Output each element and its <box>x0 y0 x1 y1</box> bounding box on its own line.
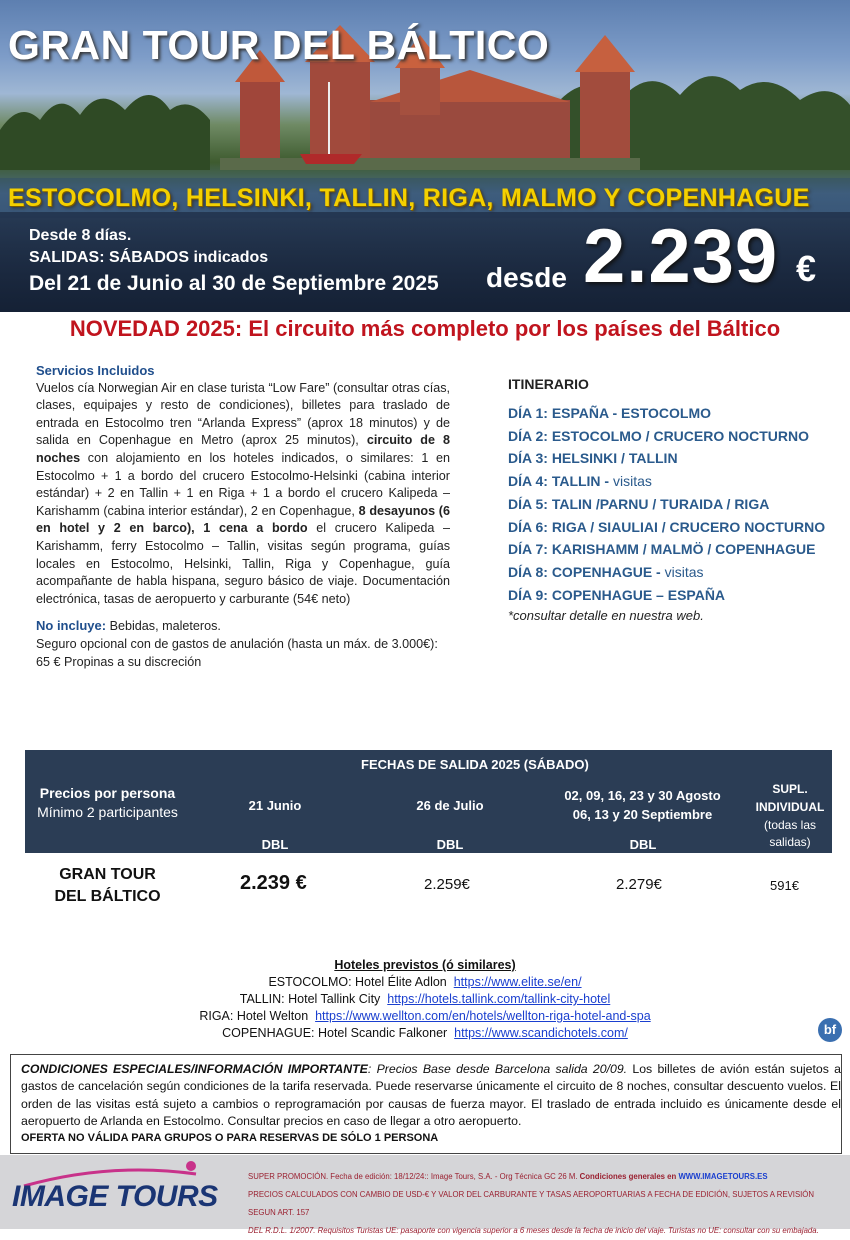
hero-currency: € <box>796 248 817 289</box>
departures-text: SALIDAS: SÁBADOS indicados <box>29 249 269 266</box>
hotel-name: RIGA: Hotel Welton <box>199 1009 309 1023</box>
hotel-link[interactable]: https://www.wellton.com/en/hotels/wellton-riga-hotel-and-spa <box>315 1009 651 1023</box>
itinerary-section <box>508 376 838 623</box>
day-label: DÍA 2: ESTOCOLMO / CRUCERO NOCTURNO <box>508 427 810 444</box>
hotel-row <box>0 974 850 991</box>
services-text-2: con alojamiento en los hoteles indicados, o similares: 1 en Estocolmo + 1 a bordo del crucero Estocolmo-Helsinki (cabina interior estándar) + 2 en Tallin + 1 en Riga + 1 a bordo el crucero Kalipeda – Karishamm (cabina interior estándar), 2 en Copenhague, <box>36 450 451 518</box>
col-suppl-2: INDIVIDUAL <box>755 800 825 814</box>
services-text-1: Vuelos cía Norwegian Air en clase turista “Low Fare” (consultar otras cías, clases, equipajes y resto de condiciones), billetes para traslado de entrada en Estocolmo tren “Arlanda Express” (aprox 18 minutos) y de salida en Copenhague en Metro (aprox 25 minutos), <box>36 380 450 448</box>
day-label: DÍA 7: KARISHAMM / MALMÖ / COPENHAGUE <box>508 541 816 558</box>
day-label: DÍA 8: COPENHAGUE - <box>508 563 661 580</box>
hotel-name: ESTOCOLMO: Hotel Élite Adlon <box>268 975 447 989</box>
services-title: Servicios Incluidos <box>36 363 155 378</box>
hotel-link[interactable]: https://www.elite.se/en/ <box>453 975 582 989</box>
hotel-link[interactable]: https://hotels.tallink.com/tallink-city-hotel <box>387 992 611 1006</box>
itinerary-day <box>508 425 838 448</box>
day-extra: visitas <box>613 473 652 490</box>
conditions-box <box>10 1054 842 1154</box>
sailboat-illustration <box>296 82 366 167</box>
footer-line-1 <box>248 1168 843 1186</box>
page-title: GRAN TOUR DEL BÁLTICO <box>8 22 550 68</box>
bf-badge-icon: bf <box>818 1018 842 1042</box>
price-single-supplement: 591€ <box>770 878 799 893</box>
hotel-name: TALLIN: Hotel Tallink City <box>239 992 381 1006</box>
col-date-1: 21 Junio <box>248 798 302 813</box>
not-included-text: Bebidas, maleteros. <box>109 619 221 634</box>
day-label: DÍA 5: TALIN /PARNU / TURAIDA / RIGA <box>508 495 770 512</box>
itinerary-note: *consultar detalle en nuestra web. <box>508 608 704 624</box>
hotel-row <box>0 991 850 1008</box>
conditions-body: Los billetes de avión están sujetos a gastos de cancelación según condiciones de la tarifa reservada. Puede reservarse únicamente el circuito de 8 noches, consultar descuento vuelos. El orden de las visitas está sujeto a cambios o reprogramación por causas de fuerza mayor. El traslado de entrada incluido es únicamente desde el aeropuerto de Arlanda en Estocolmo. Consultar precios en caso de llegar a otro aeropuerto. <box>21 1062 841 1128</box>
footer-line-2: PRECIOS CALCULADOS CON CAMBIO DE USD-€ Y VALOR DEL CARBURANTE Y TASAS AEROPORTUARIAS A FECHA DE EDICIÓN, SUJETOS A REVISIÓN SEGUN ART. 157 <box>248 1190 815 1217</box>
itinerary-day <box>508 493 838 516</box>
tour-name-2: DEL BÁLTICO <box>54 888 161 905</box>
itinerary-day <box>508 561 838 584</box>
services-body <box>36 380 450 609</box>
date-range-text: Del 21 de Junio al 30 de Septiembre 2025 <box>29 272 439 295</box>
day-label: DÍA 1: ESPAÑA - ESTOCOLMO <box>508 405 712 421</box>
dates-header: FECHAS DE SALIDA 2025 (SÁBADO) <box>361 757 589 772</box>
hotels-title: Hoteles previstos (ó similares) <box>334 958 516 972</box>
col-suppl-3: (todas las <box>763 818 817 832</box>
services-text-3: el crucero Kalipeda – Karishamm, ferry Estocolmo – Tallin, visitas según programa, guías locales en Estocolmo, Helsinki, Tallin, Riga y Copenhague, guía acompañante de habla hispana, seguro básico de viaje. Documentación electrónica, tasas de aeropuerto y carburante (54€ neto) <box>36 521 450 606</box>
price-june: 2.239 € <box>240 872 307 894</box>
day-label: DÍA 6: RIGA / SIAULIAI / CRUCERO NOCTURNO <box>508 518 826 535</box>
itinerary-day <box>508 584 838 607</box>
services-bold-2: 8 desayunos (6 en hotel y 2 en barco), 1 cena a bordo <box>36 503 450 536</box>
tour-name-1: GRAN TOUR <box>59 866 156 883</box>
tour-name <box>40 864 175 908</box>
conditions-warning: OFERTA NO VÁLIDA PARA GRUPOS O PARA RESERVAS DE SÓLO 1 PERSONA <box>21 1132 439 1145</box>
hero-price: 2.239 <box>583 214 779 299</box>
room-type-3: DBL <box>629 837 657 852</box>
footer-line-3: DEL R.D.L. 1/2007. Requisitos Turistas UE: pasaporte con vigencia superior a 6 meses desde la fecha de inicio del viaje. Turistas no UE: consultar con su embajada. <box>248 1226 819 1235</box>
room-type-2: DBL <box>436 837 464 852</box>
itinerary-day <box>508 402 838 425</box>
headline: NOVEDAD 2025: El circuito más completo por los países del Báltico <box>69 316 781 341</box>
footer-fine-print <box>248 1168 843 1240</box>
hotel-row <box>0 1008 850 1025</box>
day-label: DÍA 9: COPENHAGUE – ESPAÑA <box>508 586 726 603</box>
col-suppl-4: salidas) <box>769 835 811 849</box>
col-date-2: 26 de Julio <box>416 798 484 813</box>
col-suppl-1: SUPL. <box>772 782 808 796</box>
logo-dot-icon <box>186 1161 196 1171</box>
price-july: 2.259€ <box>424 876 470 893</box>
services-bold-1: circuito de 8 noches <box>36 433 451 465</box>
duration-text: Desde 8 días. <box>29 227 132 244</box>
hotel-link[interactable]: https://www.scandichotels.com/ <box>454 1026 628 1040</box>
day-extra: visitas <box>664 563 704 580</box>
services-section <box>36 362 450 671</box>
destinations-text: ESTOCOLMO, HELSINKI, TALLIN, RIGA, MALMO Y COPENHAGUE <box>8 184 810 212</box>
itinerary-title: ITINERARIO <box>508 376 589 392</box>
col-date-3b: 06, 13 y 20 Septiembre <box>572 807 713 822</box>
hotel-row <box>0 1025 850 1042</box>
insurance-text: Seguro opcional con de gastos de anulación (hasta un máx. de 3.000€): 65 € Propinas a su discreción <box>36 636 438 669</box>
itinerary-day <box>508 470 838 493</box>
not-included-label: No incluye: <box>36 618 107 634</box>
room-type-1: DBL <box>261 837 289 852</box>
footer-conditions-label: Condiciones generales en <box>579 1172 677 1181</box>
not-included <box>36 617 450 636</box>
day-label: DÍA 4: TALLIN - <box>508 473 610 490</box>
itinerary-day <box>508 516 838 539</box>
itinerary-day <box>508 538 838 561</box>
price-aug-sep: 2.279€ <box>616 876 662 893</box>
conditions-italic: : Precios Base desde Barcelona salida 20/09. <box>367 1062 628 1076</box>
price-prefix: desde <box>486 262 567 293</box>
row-header-title: Precios por persona <box>39 785 176 801</box>
company-logo: IMAGE TOURS <box>12 1180 218 1213</box>
footer-line-1-text: SUPER PROMOCIÓN. Fecha de edición: 18/12/24:: Image Tours, S.A. - Org Técnica GC 26 M. <box>248 1172 578 1181</box>
hotels-section <box>0 957 850 1042</box>
footer-website-link[interactable]: WWW.IMAGETOURS.ES <box>678 1172 768 1181</box>
conditions-label: CONDICIONES ESPECIALES/INFORMACIÓN IMPORTANTE <box>21 1062 368 1076</box>
day-label: DÍA 3: HELSINKI / TALLIN <box>508 450 678 467</box>
col-date-3a: 02, 09, 16, 23 y 30 Agosto <box>564 788 721 803</box>
row-header-subtitle: Mínimo 2 participantes <box>37 804 178 820</box>
hotel-name: COPENHAGUE: Hotel Scandic Falkoner <box>222 1026 448 1040</box>
itinerary-day <box>508 447 838 470</box>
